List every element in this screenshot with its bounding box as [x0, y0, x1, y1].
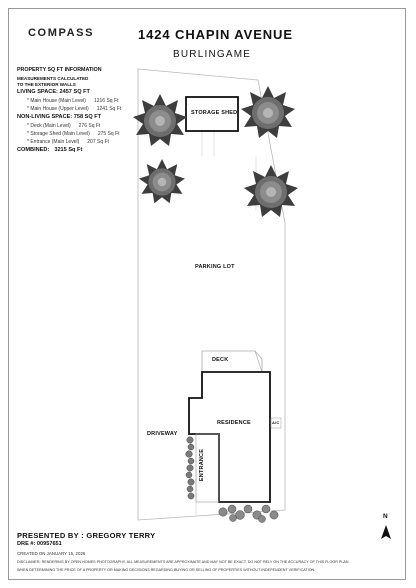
compass-logo: COMPASS	[28, 27, 95, 39]
disclaimer-line: DISCLAIMER: RENDERING BY OPEN HOMES PHOTOGRAPHY. ALL MEASUREMENTS ARE APPROXIMATE AND MAY NOT BE EXACT. DO NOT RELY ON THE ACCURACY OF THIS FLOOR PLAN	[17, 560, 349, 564]
disclaimer-line: WHEN DETERMINING THE PRICE OF A PROPERTY OR MAKING DECISIONS REGARDING BUYING OR SELLING OF PROPERTIES WITHOUT INDEPENDENT VERIFICATION.	[17, 567, 316, 572]
combined-value: 3215 Sq Ft	[54, 146, 83, 153]
north-label: N	[383, 513, 388, 520]
north-arrow-icon	[379, 517, 393, 541]
bullet: *	[27, 122, 29, 129]
item-value: 207 Sq Ft	[87, 138, 109, 145]
tree-icon	[244, 165, 298, 217]
north-arrow	[379, 513, 393, 546]
ac-label: A/C	[272, 420, 280, 425]
item-value: 276 Sq Ft	[78, 122, 101, 129]
item-label: Storage Shed (Main Level)	[30, 130, 90, 137]
measure-note-line2: TO THE EXTERIOR WALLS	[17, 81, 76, 87]
presenter-name: PRESENTED BY : GREGORY TERRY	[17, 531, 156, 540]
disclaimer	[17, 559, 403, 574]
shrub-row	[186, 437, 195, 499]
storage-shed-label: STORAGE SHED	[191, 110, 238, 116]
bullet: *	[27, 130, 29, 137]
deck-steps	[255, 351, 262, 372]
dre-number: DRE #: 00957651	[17, 541, 62, 547]
combined-label: COMBINED:	[17, 146, 50, 153]
measure-note-line1: MEASUREMENTS CALCULATED	[17, 76, 89, 82]
item-label: Main House (Main Level)	[30, 98, 86, 105]
sqft-info-heading: PROPERTY SQ FT INFORMATION	[17, 67, 102, 73]
entrance-label: ENTRANCE	[199, 448, 206, 482]
item-label: Entrance (Main Level)	[30, 138, 80, 145]
parking-lot-label: PARKING LOT	[195, 264, 235, 270]
deck-outline	[202, 351, 262, 372]
item-value: 1241 Sq Ft	[96, 106, 122, 113]
item-label: Deck (Main Level)	[30, 122, 71, 129]
residence-label: RESIDENCE	[217, 420, 251, 426]
item-value: 1216 Sq Ft	[93, 98, 119, 105]
deck-label: DECK	[212, 357, 229, 363]
item-value: 275 Sq Ft	[97, 130, 120, 137]
living-space-label: LIVING SPACE: 2457 SQ FT	[17, 89, 90, 96]
bullet: *	[27, 138, 29, 145]
created-date: CREATED ON JANUARY 15, 2026	[17, 551, 86, 556]
tree-icon	[241, 86, 295, 138]
bullet: *	[27, 106, 29, 113]
nonliving-space-label: NON-LIVING SPACE: 758 SQ FT	[17, 114, 102, 121]
tree-icon	[133, 94, 187, 146]
property-address: 1424 CHAPIN AVENUE	[138, 27, 293, 42]
property-city: BURLINGAME	[173, 49, 252, 60]
bullet: *	[27, 98, 29, 105]
driveway-label: DRIVEWAY	[147, 431, 178, 437]
tree-icon	[139, 159, 185, 203]
item-label: Main House (Upper Level)	[30, 106, 89, 113]
residence-outline	[189, 372, 270, 502]
